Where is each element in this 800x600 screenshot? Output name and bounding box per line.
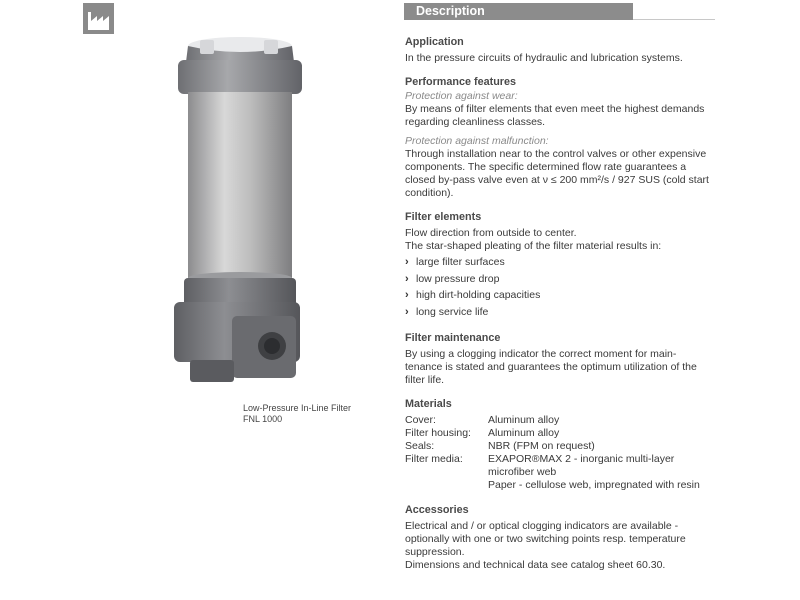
bullet-mark: › xyxy=(405,272,409,285)
list-item xyxy=(405,288,725,305)
list-item xyxy=(405,254,725,271)
accessories-line: Dimensions and technical data see catalog sheet 60.30. xyxy=(405,559,666,572)
list-item xyxy=(405,271,725,288)
bullet-mark: › xyxy=(405,289,409,302)
malfunction-line: Through installation near to the control valves or other expensive xyxy=(405,148,707,160)
wear-line: regarding cleanliness classes. xyxy=(405,116,546,128)
maintenance-line: tenance is stated and guarantees the optimum utilization of the xyxy=(405,361,697,374)
wear-line: By means of filter elements that even meet the highest demands xyxy=(405,103,705,115)
materials-row xyxy=(405,479,725,492)
performance-heading: Performance features xyxy=(405,76,517,88)
materials-row xyxy=(405,466,725,479)
malfunction-line: components. The specific determined flow rate guarantees a xyxy=(405,161,687,173)
bullet-mark: › xyxy=(405,306,409,319)
malfunction-line: condition). xyxy=(405,187,454,199)
materials-row xyxy=(405,440,725,453)
material-key: Seals: xyxy=(405,440,435,453)
accessories-line: optionally with one or two switching points resp. temperature xyxy=(405,533,686,546)
accessories-line: suppression. xyxy=(405,546,465,559)
materials-heading: Materials xyxy=(405,398,452,411)
bullet-text: large filter surfaces xyxy=(416,255,505,268)
maintenance-line: filter life. xyxy=(405,374,445,387)
malfunction-line: closed by-pass valve even at ν ≤ 200 mm²/s / 927 SUS (cold start xyxy=(405,174,709,186)
material-value: NBR (FPM on request) xyxy=(488,440,595,453)
product-image xyxy=(160,30,320,402)
material-value: EXAPOR®MAX 2 - inorganic multi-layer xyxy=(488,453,675,466)
material-key: Filter media: xyxy=(405,453,463,466)
material-value: Aluminum alloy xyxy=(488,414,560,427)
filter-elements-line: Flow direction from outside to center. xyxy=(405,227,577,239)
factory-icon xyxy=(83,3,114,34)
material-value: microfiber web xyxy=(488,466,557,479)
application-text: In the pressure circuits of hydraulic and lubrication systems. xyxy=(405,52,683,64)
bullet-text: low pressure drop xyxy=(416,272,500,285)
materials-row xyxy=(405,414,725,427)
material-key: Cover: xyxy=(405,414,436,427)
description-title: Description xyxy=(416,4,485,18)
material-value: Paper - cellulose web, impregnated with resin xyxy=(488,479,700,492)
bullet-mark: › xyxy=(405,255,409,268)
header-rule xyxy=(633,19,715,20)
materials-row xyxy=(405,453,725,466)
material-key: Filter housing: xyxy=(405,427,471,440)
maintenance-heading: Filter maintenance xyxy=(405,332,501,345)
product-caption xyxy=(243,403,351,425)
wear-label: Protection against wear: xyxy=(405,90,518,102)
caption-model: FNL 1000 xyxy=(243,414,283,424)
application-heading: Application xyxy=(405,36,464,48)
accessories-heading: Accessories xyxy=(405,504,469,517)
material-value: Aluminum alloy xyxy=(488,427,560,440)
filter-elements-heading: Filter elements xyxy=(405,211,482,223)
malfunction-label: Protection against malfunction: xyxy=(405,135,549,147)
bullet-text: long service life xyxy=(416,306,489,319)
caption-line: Low-Pressure In-Line Filter xyxy=(243,403,352,413)
description-content xyxy=(405,35,725,572)
bullet-text: high dirt-holding capacities xyxy=(416,289,541,302)
materials-row xyxy=(405,427,725,440)
accessories-line: Electrical and / or optical clogging indicators are available - xyxy=(405,520,679,533)
maintenance-line: By using a clogging indicator the correct moment for main- xyxy=(405,348,677,361)
filter-elements-line: The star-shaped pleating of the filter material results in: xyxy=(405,240,662,252)
list-item xyxy=(405,304,725,321)
